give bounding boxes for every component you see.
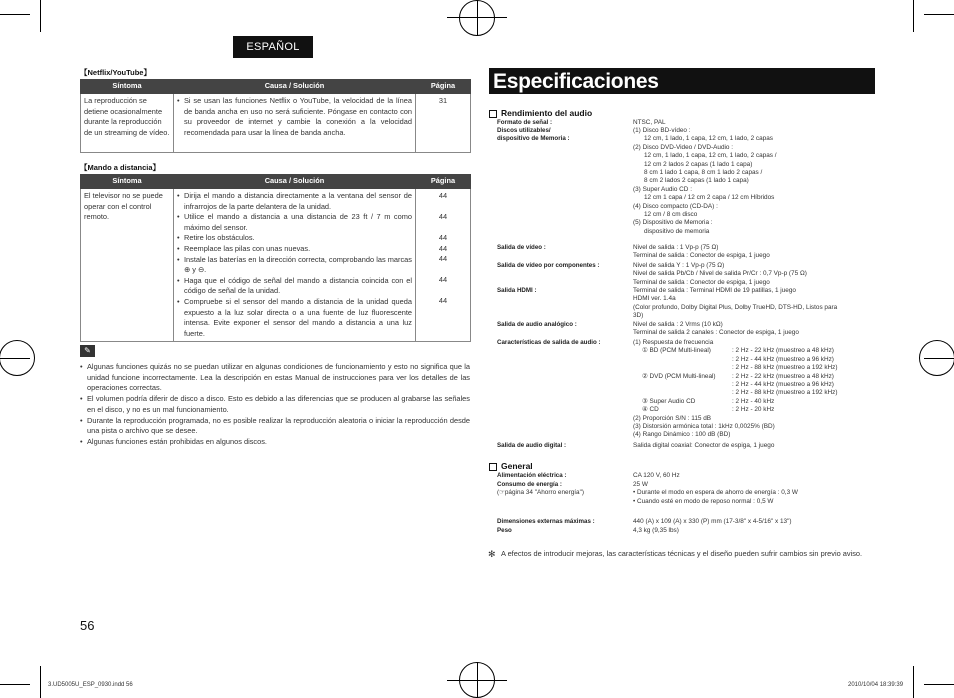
- crop-mark: [913, 666, 914, 698]
- spec-value: 3D): [633, 312, 644, 320]
- spec-value: NTSC, PAL: [633, 119, 666, 126]
- footer-file: 3.UD5005U_ESP_0930.indd 56: [48, 682, 133, 688]
- freq-value: : 2 Hz - 44 kHz (muestreo a 96 kHz): [732, 355, 834, 363]
- freq-row: [633, 347, 878, 355]
- spec-value: CA 120 V, 60 Hz: [633, 472, 680, 479]
- registration-cross: [924, 358, 954, 359]
- column-header-page: Página: [416, 175, 471, 189]
- page-title: Especificaciones: [489, 68, 875, 94]
- spec-label: Características de salida de audio :: [497, 339, 601, 346]
- analog-out-values: [633, 321, 799, 338]
- spec-value: 8 cm 1 lado 1 capa, 8 cm 1 lado 2 capas /: [644, 169, 763, 177]
- spec-label: Consumo de energía :: [497, 481, 562, 488]
- spec-value: (Color profundo, Dolby Digital Plus, Dolby TrueHD, DTS-HD, Listos para: [633, 303, 838, 311]
- freq-source: ③ Super Audio CD: [642, 397, 696, 405]
- freq-source: ① BD (PCM Multi-lineal): [642, 347, 711, 355]
- footer-datetime: 2010/10/04 18:39:39: [848, 682, 904, 688]
- general-heading: [489, 461, 533, 471]
- spec-value: 12 cm, 1 lado, 1 capa, 12 cm, 1 lado, 2 capas /: [644, 152, 777, 160]
- freq-value: : 2 Hz - 44 kHz (muestreo a 96 kHz): [732, 381, 834, 389]
- spec-value: Nivel de salida Y : 1 Vp-p (75 Ω): [633, 262, 725, 269]
- table-row: [81, 94, 471, 153]
- table-header-row: [81, 175, 471, 189]
- freq-value: : 2 Hz - 20 kHz: [732, 406, 775, 414]
- freq-value: : 2 Hz - 40 kHz: [732, 397, 775, 405]
- page-value: 44: [438, 243, 448, 253]
- freq-value: : 2 Hz - 22 kHz (muestreo a 48 kHz): [732, 372, 834, 380]
- spec-value: 25 W: [633, 481, 648, 488]
- netflix-table: [80, 79, 471, 153]
- spec-value: Terminal de salida : Conector de espiga, 1 juego: [633, 278, 770, 286]
- freq-row: [633, 381, 878, 389]
- audio-heading: [489, 108, 592, 118]
- audio-char-values: [633, 339, 878, 440]
- solution-item: • Haga que el código de señal del mando a distancia coincida con el código de señal de la unidad.: [177, 276, 412, 297]
- freq-row: [633, 406, 878, 414]
- registration-cross: [477, 0, 478, 36]
- freq-source: ② DVD (PCM Multi-lineal): [642, 372, 716, 380]
- spec-value: 12 cm, 1 lado, 1 capa, 12 cm, 1 lado, 2 capas: [644, 135, 773, 143]
- spec-value: (1) Respuesta de frecuencia: [633, 339, 714, 346]
- audio-heading-text: Rendimiento del audio: [501, 108, 593, 118]
- freq-source: [633, 381, 732, 389]
- note-item: • Algunas funciones quizás no se puedan utilizar en algunas condiciones de funcionamiento y esto no significa que la unidad funcione incorrectamente. Lea la descripción en estas Manual de instrucciones para ver los detalles de las operaciones correctas.: [80, 362, 470, 394]
- solution-item: • Retire los obstáculos.: [177, 233, 412, 244]
- column-header-solution: Causa / Solución: [174, 175, 416, 189]
- solution-cell: [174, 189, 416, 342]
- crop-mark: [0, 14, 30, 15]
- freq-source: [633, 389, 732, 397]
- page-value: 44: [438, 212, 448, 221]
- notes-list: [80, 362, 470, 448]
- spec-value: (3) Distorsión armónica total : 1kHz 0,0025% (BD): [633, 423, 775, 431]
- solution-item: • Compruebe si el sensor del mando a distancia de la unidad queda expuesto a la luz solar directa o a una fuente de luz fluorescente intensa. Evite exponer el sensor del mando a distancia a una luz fuerte.: [177, 297, 412, 339]
- spec-value: (5) Dispositivo de Memoria :: [633, 219, 713, 227]
- spec-value: dispositivo de memoria: [644, 227, 710, 235]
- spec-value: 8 cm 2 lados 2 capas (1 lado 1 capa): [644, 177, 749, 185]
- remote-table: [80, 174, 471, 342]
- spec-value: Terminal de salida 2 canales : Conector de espiga, 1 juego: [633, 329, 799, 337]
- spec-value: • Durante el modo en espera de ahorro de energía : 0,3 W: [633, 489, 798, 497]
- page-cell: 31: [416, 94, 471, 153]
- netflix-section-label: 【Netflix/YouTube】: [80, 68, 151, 77]
- solution-item: • Si se usan las funciones Netflix o YouTube, la velocidad de la línea de banda ancha en uso no será suficiente. Póngase en contacto con su proveedor de internet y cambie la conexión a la velocidad recomendada para usar la línea de banda ancha.: [177, 96, 412, 138]
- spec-label: Salida HDMI :: [497, 287, 537, 294]
- table-header-row: [81, 80, 471, 94]
- solution-item: • Utilice el mando a distancia a una distancia de 23 ft / 7 m como máximo del sensor.: [177, 212, 412, 233]
- spec-value: Terminal de salida : Conector de espiga, 1 juego: [633, 252, 770, 260]
- table-row: [81, 189, 471, 342]
- freq-row: [633, 373, 878, 381]
- page-value: 44: [438, 296, 448, 306]
- spec-value: Nivel de salida : 1 Vp-p (75 Ω): [633, 244, 719, 251]
- solution-item: • Dirija el mando a distancia directamente a la ventana del sensor de infrarrojos de la parte delantera de la unidad.: [177, 191, 412, 212]
- spec-value: (4) Disco compacto (CD-DA) :: [633, 202, 718, 210]
- pencil-note-icon: ✎: [80, 345, 95, 357]
- spec-label: Salida de vídeo por componentes :: [497, 262, 600, 269]
- crop-mark: [40, 666, 41, 698]
- spec-label: Salida de vídeo :: [497, 244, 546, 251]
- checkbox-icon: [489, 110, 497, 118]
- discs-list: [633, 127, 777, 236]
- solution-item: • Reemplace las pilas con unas nuevas.: [177, 244, 412, 255]
- column-header-symptom: Síntoma: [81, 175, 174, 189]
- spec-label: Peso: [497, 527, 512, 534]
- freq-value: : 2 Hz - 88 kHz (muestreo a 192 kHz): [732, 389, 838, 397]
- spec-label: Alimentación eléctrica :: [497, 472, 567, 479]
- spec-value: 12 cm 1 capa / 12 cm 2 capa / 12 cm Híbridos: [644, 194, 775, 202]
- spec-value: Nivel de salida Pb/Cb / Nivel de salida Pr/Cr : 0,7 Vp-p (75 Ω): [633, 270, 807, 278]
- freq-source: [633, 364, 732, 372]
- asterisk-icon: ✻: [488, 549, 496, 559]
- page-value: 44: [438, 191, 448, 200]
- freq-value: : 2 Hz - 22 kHz (muestreo a 48 kHz): [732, 347, 834, 355]
- spec-value: • Cuando esté en modo de reposo normal : 0,5 W: [633, 497, 774, 505]
- freq-row: [633, 364, 878, 372]
- symptom-cell: El televisor no se puede operar con el control remoto.: [81, 189, 174, 342]
- spec-value: 12 cm 2 lados 2 capas (1 lado 1 capa): [644, 160, 753, 168]
- spec-value: (2) Disco DVD-Video / DVD-Audio :: [633, 143, 734, 151]
- freq-row: [633, 356, 878, 364]
- spec-value: 12 cm / 8 cm disco: [644, 211, 698, 219]
- crop-mark: [40, 0, 41, 32]
- spec-value: Nivel de salida : 2 Vrms (10 kΩ): [633, 321, 723, 328]
- spec-value: (3) Super Audio CD :: [633, 185, 692, 193]
- freq-row: [633, 389, 878, 397]
- crop-mark: [0, 684, 30, 685]
- spec-label: Salida de audio digital :: [497, 442, 567, 449]
- video-out-values: [633, 244, 770, 261]
- general-heading-text: General: [501, 461, 533, 471]
- spec-value: 440 (A) x 109 (A) x 330 (P) mm (17-3/8" x 4-5/16" x 13"): [633, 518, 792, 525]
- spec-value: HDMI ver. 1.4a: [633, 295, 676, 303]
- spec-value: (4) Rango Dinámico : 100 dB (BD): [633, 431, 731, 439]
- registration-cross: [477, 662, 478, 698]
- checkbox-icon: [489, 463, 497, 471]
- page-cell: [416, 189, 471, 342]
- spec-value: (1) Disco BD-vídeo :: [633, 127, 691, 134]
- column-header-page: Página: [416, 80, 471, 94]
- note-item: • El volumen podría diferir de disco a disco. Esto es debido a las diferencias que se producen al grabarse las señales en el disco, y no es un mal funcionamiento.: [80, 394, 470, 415]
- crop-mark: [924, 14, 954, 15]
- freq-value: : 2 Hz - 88 kHz (muestreo a 192 kHz): [732, 364, 838, 372]
- spec-label-ref: (☞página 34 "Ahorro energía"): [497, 489, 585, 496]
- column-header-symptom: Síntoma: [81, 80, 174, 94]
- hdmi-out-values: [633, 287, 837, 321]
- spec-label: dispositivo de Memoria :: [497, 135, 570, 142]
- spec-value: Salida digital coaxial: Conector de espiga, 1 juego: [633, 442, 775, 449]
- column-header-solution: Causa / Solución: [174, 80, 416, 94]
- crop-mark: [924, 684, 954, 685]
- symptom-cell: La reproducción se detiene ocasionalmente durante la reproducción de un streaming de vídeo.: [81, 94, 174, 153]
- note-item: • Algunas funciones están prohibidas en algunos discos.: [80, 437, 470, 448]
- disclaimer: A efectos de introducir mejoras, las características técnicas y el diseño pueden sufrir cambios sin previo aviso.: [501, 549, 863, 558]
- solution-cell: [174, 94, 416, 153]
- spec-label: Salida de audio analógico :: [497, 321, 577, 328]
- spec-label: Dimensiones externas máximas :: [497, 518, 595, 525]
- spec-value: 4,3 kg (9,35 lbs): [633, 527, 679, 534]
- remote-section-label: 【Mando a distancia】: [80, 163, 161, 172]
- registration-cross: [0, 358, 30, 359]
- component-out-values: [633, 262, 807, 287]
- consumption-values: [633, 481, 798, 506]
- page-value: 44: [438, 275, 448, 285]
- spec-value: Terminal de salida : Terminal HDMI de 19 patillas, 1 juego: [633, 287, 796, 294]
- spec-label: Discos utilizables/: [497, 127, 551, 134]
- spec-value: (2) Proporción S/N : 115 dB: [633, 414, 712, 422]
- freq-source: ④ CD: [642, 406, 659, 414]
- crop-mark: [913, 0, 914, 32]
- solution-item: • Instale las baterías en la dirección correcta, comprobando las marcas ⊕ y ⊖.: [177, 255, 412, 276]
- page-value: 44: [438, 233, 448, 242]
- note-item: • Durante la reproducción programada, no es posible realizar la reproducción aleatoria o iniciar la reproducción desde una pista o archivo que se desee.: [80, 416, 470, 437]
- freq-source: [633, 356, 732, 364]
- freq-row: [633, 398, 878, 406]
- page-number: 56: [80, 618, 95, 633]
- spec-label: Formato de señal :: [497, 119, 553, 126]
- page-value: 44: [438, 254, 448, 264]
- language-badge: ESPAÑOL: [233, 36, 313, 58]
